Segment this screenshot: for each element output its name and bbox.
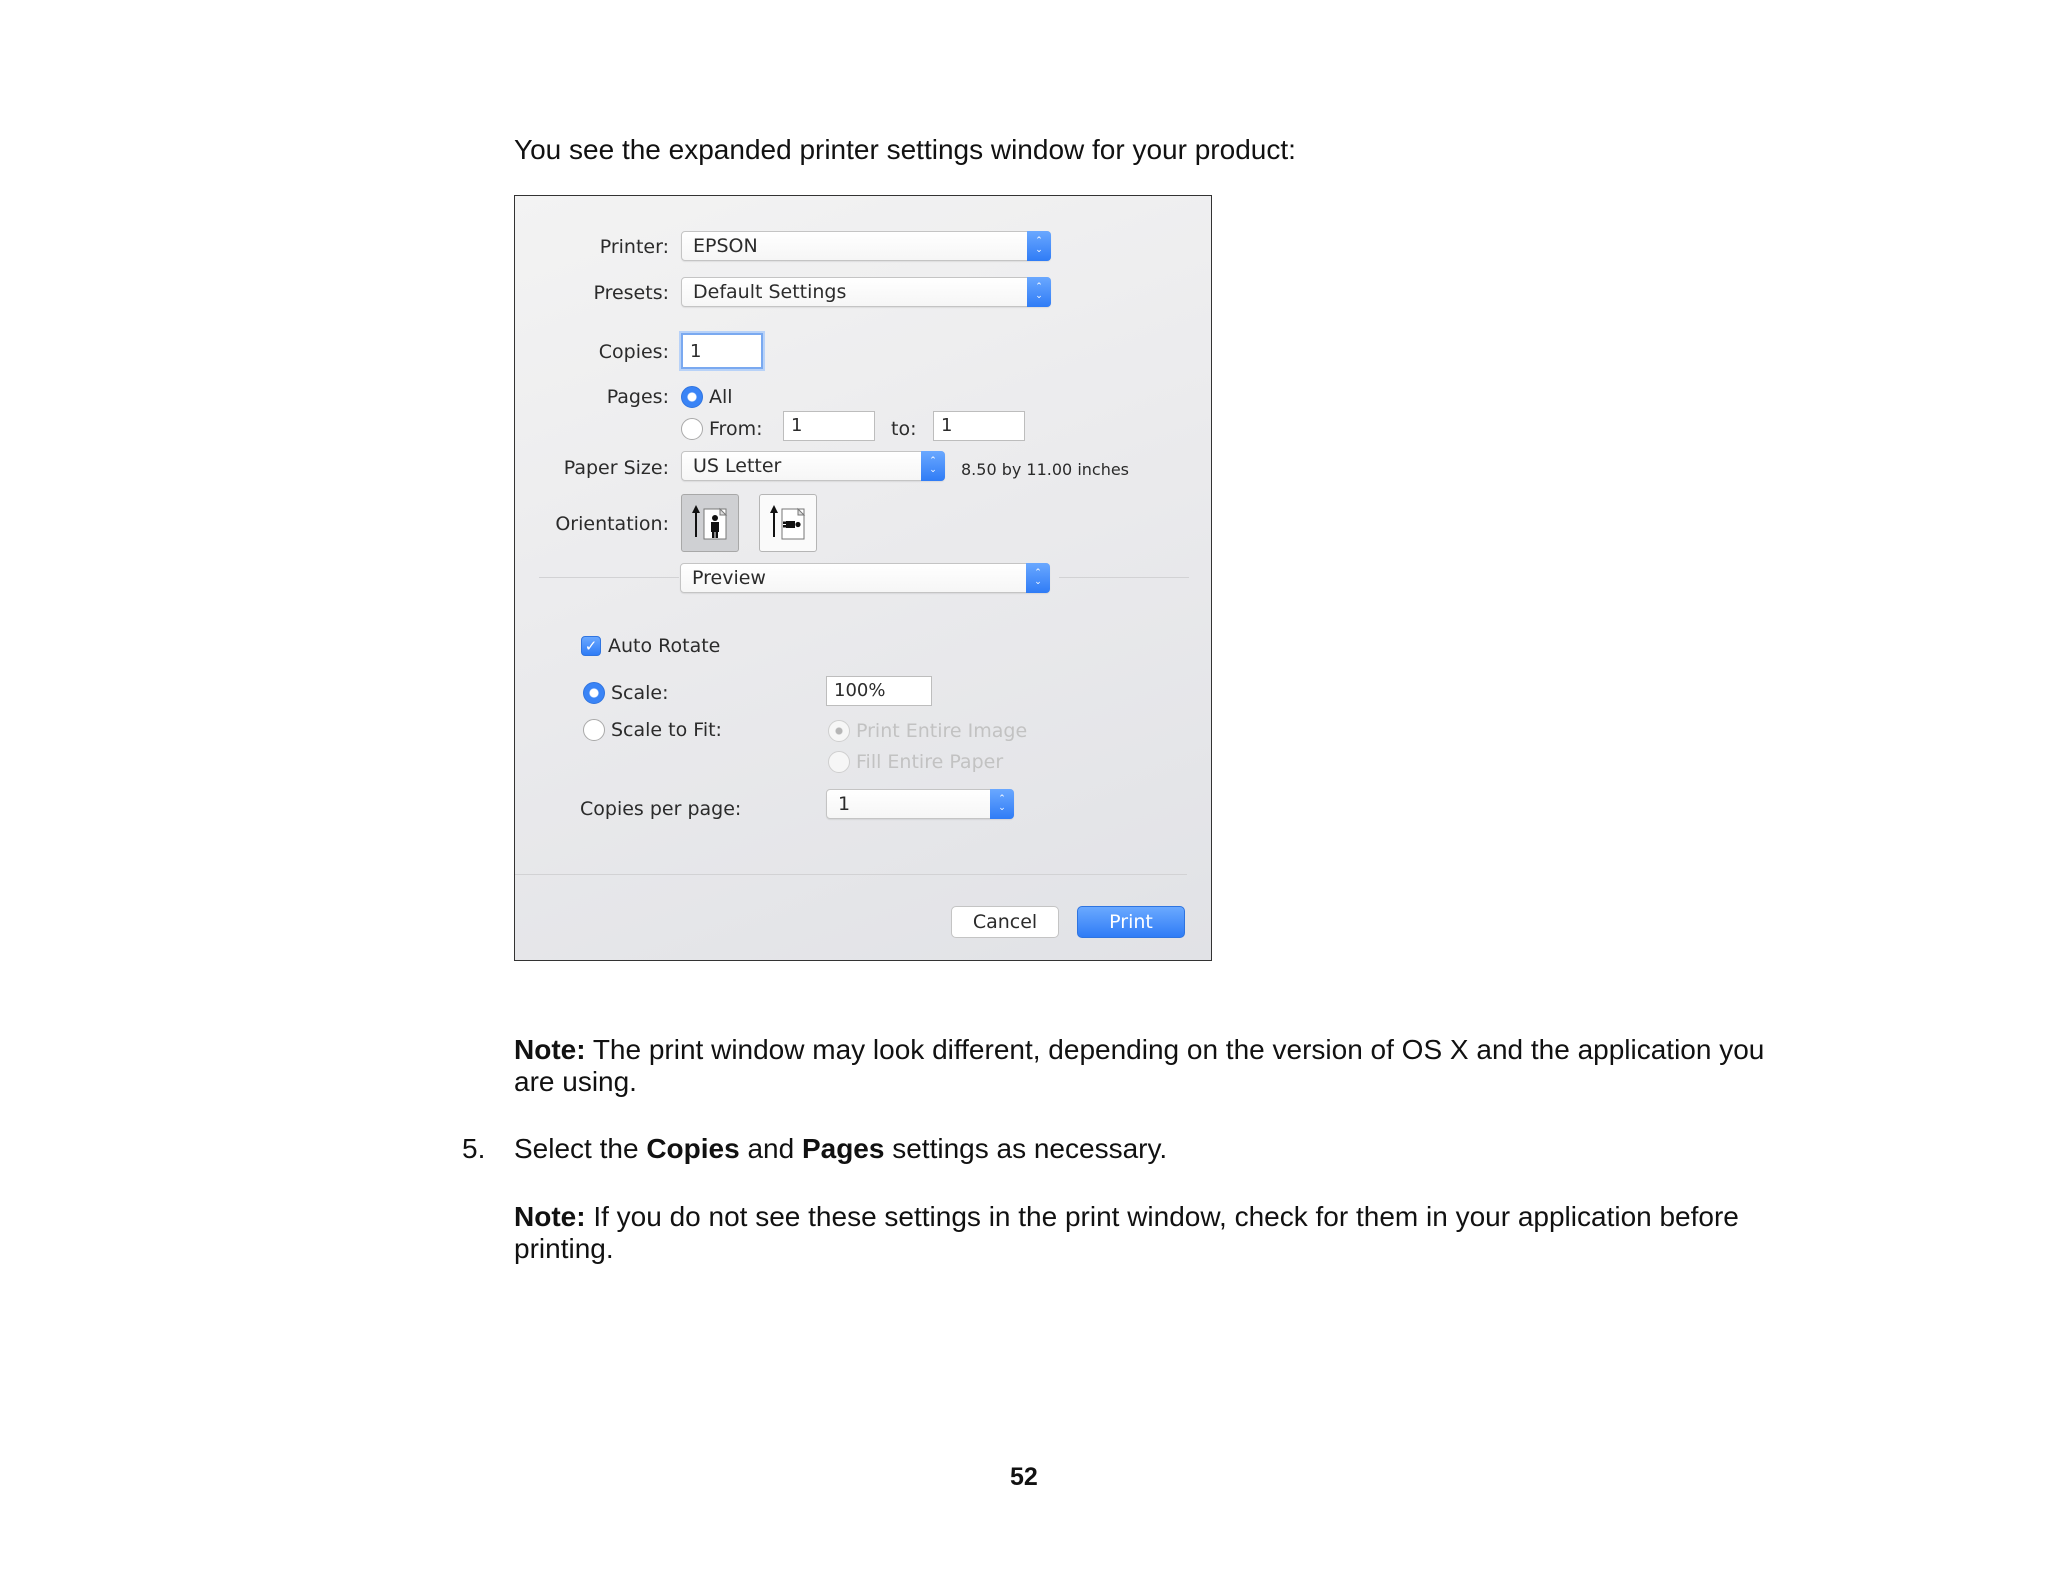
orientation-landscape-button[interactable]	[759, 494, 817, 552]
pages-to-field[interactable]: 1	[933, 411, 1025, 441]
note-1-label: Note:	[514, 1034, 586, 1065]
fill-entire-paper-radio[interactable]	[828, 751, 850, 773]
print-button[interactable]: Print	[1077, 906, 1185, 938]
auto-rotate-label: Auto Rotate	[608, 635, 721, 657]
paper-size-value: US Letter	[693, 455, 782, 477]
step-5-number: 5.	[462, 1133, 486, 1164]
printer-value: EPSON	[693, 235, 758, 257]
note-2-label: Note:	[514, 1201, 586, 1232]
pages-to-label: to:	[891, 418, 917, 440]
stepper-icon: ⌃ ⌄	[1027, 277, 1051, 307]
presets-label: Presets:	[593, 282, 669, 304]
printer-popup[interactable]	[681, 231, 1051, 261]
stepper-icon: ⌃ ⌄	[1026, 563, 1050, 593]
print-entire-image-radio[interactable]	[828, 720, 850, 742]
scale-label: Scale:	[611, 682, 669, 704]
presets-value: Default Settings	[693, 281, 847, 303]
step-5-text-before: Select the	[514, 1133, 647, 1164]
section-popup[interactable]	[680, 563, 1050, 593]
print-entire-image-label: Print Entire Image	[856, 720, 1028, 742]
copies-per-page-label: Copies per page:	[580, 798, 742, 820]
step-5-text-after: settings as necessary.	[884, 1133, 1168, 1164]
note-1	[514, 1034, 1774, 1098]
portrait-icon	[686, 499, 734, 547]
copies-label: Copies:	[598, 341, 669, 363]
cancel-button[interactable]: Cancel	[951, 906, 1059, 938]
pages-label: Pages:	[606, 386, 669, 408]
divider-line	[539, 577, 679, 578]
step-5-text-middle: and	[739, 1133, 802, 1164]
fill-entire-paper-label: Fill Entire Paper	[856, 751, 1004, 773]
print-dialog-screenshot	[514, 195, 1212, 961]
note-2	[514, 1201, 1774, 1265]
stepper-icon: ⌃ ⌄	[921, 451, 945, 481]
copies-per-page-popup[interactable]	[826, 789, 1014, 819]
auto-rotate-checkbox[interactable]: ✓	[581, 636, 601, 656]
note-1-text: The print window may look different, depending on the version of OS X and the application you are using.	[514, 1034, 1765, 1097]
pages-all-label: All	[709, 386, 733, 408]
scale-radio[interactable]	[583, 682, 605, 704]
copies-field[interactable]: 1	[681, 333, 763, 369]
scale-to-fit-radio[interactable]	[583, 719, 605, 741]
paper-size-label: Paper Size:	[563, 457, 669, 479]
step-5-pages-word: Pages	[801, 1133, 885, 1164]
paper-size-dimensions: 8.50 by 11.00 inches	[961, 460, 1130, 479]
scale-field[interactable]: 100%	[826, 676, 932, 706]
paper-size-popup[interactable]	[681, 451, 945, 481]
section-popup-value: Preview	[692, 567, 766, 589]
stepper-icon: ⌃ ⌄	[1027, 231, 1051, 261]
presets-popup[interactable]	[681, 277, 1051, 307]
orientation-portrait-button[interactable]	[681, 494, 739, 552]
note-2-text: If you do not see these settings in the print window, check for them in your application before printing.	[514, 1201, 1739, 1264]
pages-from-field[interactable]: 1	[783, 411, 875, 441]
step-5-text	[514, 1133, 1167, 1165]
intro-text: You see the expanded printer settings window for your product:	[514, 134, 1296, 165]
pages-from-label: From:	[709, 418, 763, 440]
step-5-copies-word: Copies	[646, 1133, 740, 1164]
orientation-label: Orientation:	[555, 513, 669, 535]
divider-line	[1059, 577, 1189, 578]
landscape-icon	[764, 499, 812, 547]
pages-all-radio[interactable]	[681, 386, 703, 408]
page-number: 52	[1010, 1463, 1038, 1491]
printer-label: Printer:	[599, 236, 669, 258]
copies-per-page-value: 1	[838, 793, 851, 815]
bottom-divider	[515, 874, 1187, 875]
pages-from-radio[interactable]	[681, 418, 703, 440]
scale-to-fit-label: Scale to Fit:	[611, 719, 722, 741]
stepper-icon: ⌃ ⌄	[990, 789, 1014, 819]
